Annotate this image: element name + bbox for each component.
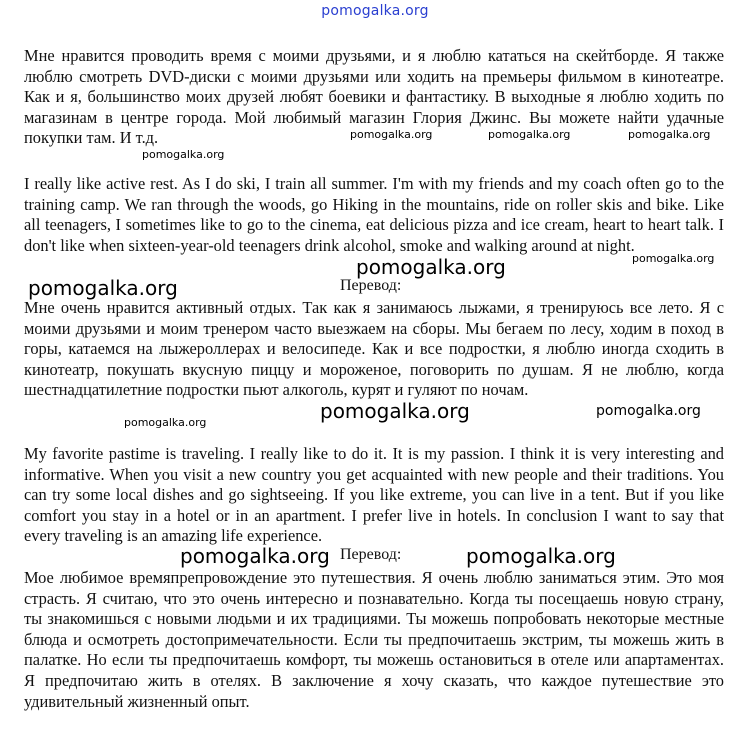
watermark: pomogalka.org bbox=[320, 399, 470, 423]
watermark: pomogalka.org bbox=[180, 544, 330, 568]
site-watermark-header[interactable]: pomogalka.org bbox=[321, 3, 429, 19]
watermark: pomogalka.org bbox=[488, 128, 571, 141]
watermark: pomogalka.org bbox=[350, 128, 433, 141]
watermark: pomogalka.org bbox=[124, 416, 207, 429]
watermark: pomogalka.org bbox=[142, 148, 225, 161]
watermark: pomogalka.org bbox=[28, 276, 178, 300]
paragraph-en-active-rest: I really like active rest. As I do ski, I train all summer. I'm with my friends and my coach often go to the training camp. We ran through the woods, go Hiking in the mountains, ride on roller skis and bike. Like all teenagers, I sometimes like to go to the cinema, eat delicious pizza and ice cream, heart to heart talk. I don't like when sixteen-year-old teenagers drink alcohol, smoke and walking around at night. bbox=[24, 174, 724, 255]
paragraph-ru-travel: Мое любимое времяпрепровождение это путешествия. Я очень люблю заниматься этим. Это моя страсть. Я считаю, что это очень интересно и познавательно. Когда ты посещаешь новую страну, ты знакомишься с новыми людьми и их традициями. Ты можешь попробовать некоторые местные блюда и осмотреть достопримечательности. Если ты предпочитаешь экстрим, ты можешь жить в палатке. Но если ты предпочитаешь комфорт, ты можешь остановиться в отеле или апартаментах. Я предпочитаю жить в отелях. В заключение я хочу сказать, что каждое путешествие это удивительный жизненный опыт. bbox=[24, 568, 724, 711]
watermark: pomogalka.org bbox=[466, 544, 616, 568]
watermark: pomogalka.org bbox=[356, 255, 506, 279]
paragraph-ru-active-rest: Мне очень нравится активный отдых. Так как я занимаюсь лыжами, я тренируюсь все лето. Я с моими друзьями и моим тренером часто выезжаем на сборы. Мы бегаем по лесу, ходим в поход в горы, катаемся на лыжероллерах и велосипеде. Как и все подростки, я люблю иногда сходить в кинотеатр, покушать вкусную пиццу и мороженое, поговорить по душам. Я не люблю, когда шестнадцатилетние подростки пьют алкоголь, курят и гуляют по ночам. bbox=[24, 298, 724, 400]
paragraph-ru-friends: Мне нравится проводить время с моими друзьями, и я люблю кататься на скейтборде. Я также люблю смотреть DVD-диски с моими друзьями или ходить на премьеры фильмом в кинотеатре. Как и я, большинство моих друзей любят боевики и фантастику. В выходные я люблю ходить по магазинам в центре города. Мой любимый магазин Глория Джинс. Вы можете найти удачные покупки там. И т.д. bbox=[24, 46, 724, 148]
watermark: pomogalka.org bbox=[596, 403, 701, 419]
watermark: pomogalka.org bbox=[628, 128, 711, 141]
watermark: pomogalka.org bbox=[632, 252, 715, 265]
paragraph-en-travel: My favorite pastime is traveling. I really like to do it. It is my passion. I think it is very interesting and informative. When you visit a new country you get acquainted with new people and their traditions. You can try some local dishes and go sightseeing. If you like extreme, you can live in a tent. But if you like comfort you stay in a hotel or in an apartment. I prefer live in hotels. In conclusion I want to say that every traveling is an amazing life experience. bbox=[24, 444, 724, 546]
translation-caption: Перевод: bbox=[340, 546, 402, 563]
translation-caption: Перевод: bbox=[340, 277, 402, 294]
